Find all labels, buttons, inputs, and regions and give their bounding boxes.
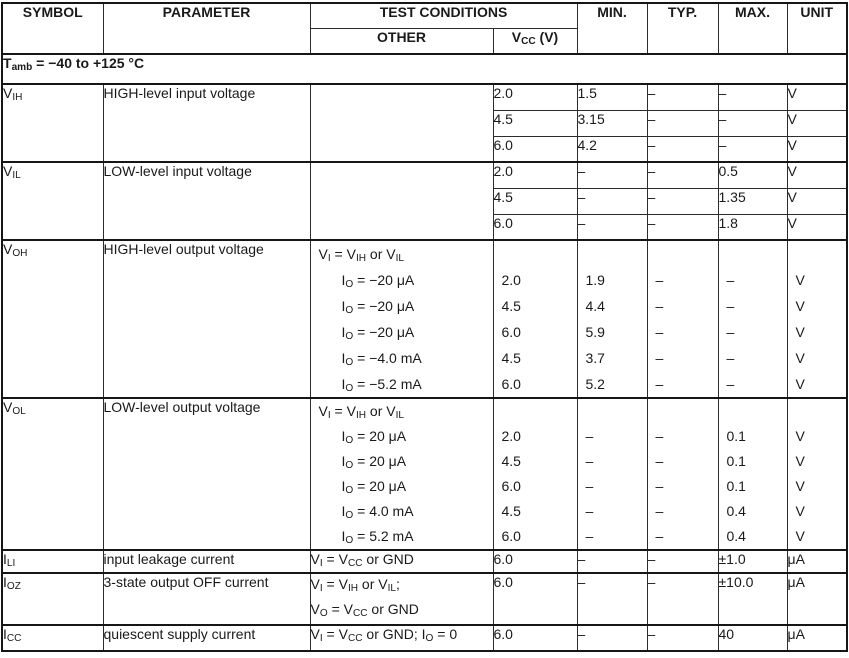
unit-cell: V xyxy=(787,162,847,188)
max-cell: 0.1 0.1 0.1 0.4 0.4 xyxy=(718,398,787,550)
table-row-vol xyxy=(2,398,847,550)
parameter-cell: HIGH-level input voltage xyxy=(103,84,310,162)
typ-cell: – – – – – xyxy=(647,240,718,398)
min-cell: 1.9 4.4 5.9 3.7 5.2 xyxy=(577,240,647,398)
symbol-cell: $V_{OH}$ xyxy=(2,240,103,398)
other-conditions-cell xyxy=(310,240,493,398)
other-conditions-cell xyxy=(310,573,493,625)
col-header-other: OTHER xyxy=(310,28,493,54)
vcc-cell: 6.0 xyxy=(493,214,577,240)
symbol-cell: $V_{OL}$ xyxy=(2,398,103,550)
unit-cell: V xyxy=(787,214,847,240)
max-cell: 1.35 xyxy=(718,188,787,214)
parameter-cell: input leakage current xyxy=(103,550,310,573)
typ-cell: – xyxy=(647,214,718,240)
table-row-vil-1 xyxy=(2,162,847,188)
col-header-max: MAX. xyxy=(718,3,787,54)
table-row-ioz xyxy=(2,573,847,625)
condition-line: $V_O = V_{CC}$ or GND xyxy=(310,601,419,620)
typ-cell: – xyxy=(647,550,718,573)
table-row-ili xyxy=(2,550,847,573)
unit-cell: μA xyxy=(787,573,847,625)
dc-characteristics-table xyxy=(1,2,848,652)
col-header-typ: TYP. xyxy=(647,3,718,54)
vcc-cell: 4.5 xyxy=(493,188,577,214)
condition-line: $I_O = -5.2$ mA xyxy=(341,376,422,395)
min-cell: 3.15 xyxy=(577,110,647,136)
parameter-cell: HIGH-level output voltage xyxy=(103,240,310,398)
section-row xyxy=(2,54,847,84)
min-cell: – xyxy=(577,214,647,240)
parameter-cell: quiescent supply current xyxy=(103,625,310,651)
max-cell: ±1.0 xyxy=(718,550,787,573)
other-conditions-cell: $V_I = V_{CC}$ or GND; $I_O = 0$ xyxy=(310,625,493,651)
symbol-cell: $I_{CC}$ xyxy=(2,625,103,651)
vcc-cell: 4.5 xyxy=(493,110,577,136)
unit-cell: V V V V V xyxy=(787,240,847,398)
min-cell: – xyxy=(577,573,647,625)
vcc-cell: 2.0 4.5 6.0 4.5 6.0 xyxy=(493,240,577,398)
condition-line: $V_I = V_{IH}$ or $V_{IL}$ xyxy=(318,403,405,422)
min-cell: 1.5 xyxy=(577,84,647,110)
max-cell: – xyxy=(718,110,787,136)
condition-line: $I_O = 5.2$ mA xyxy=(341,528,414,547)
min-cell: – xyxy=(577,188,647,214)
col-header-vcc: $V_{CC}$ (V) xyxy=(493,28,577,54)
max-cell: 1.8 xyxy=(718,214,787,240)
col-header-unit: UNIT xyxy=(787,3,847,54)
symbol-cell: $V_{IH}$ xyxy=(2,84,103,162)
condition-line: $I_O = -20$ μA xyxy=(341,324,415,343)
condition-line: $I_O = -20$ μA xyxy=(341,298,415,317)
unit-cell: V V V V V xyxy=(787,398,847,550)
vcc-cell: 2.0 xyxy=(493,162,577,188)
typ-cell: – xyxy=(647,162,718,188)
unit-cell: V xyxy=(787,110,847,136)
typ-cell: – xyxy=(647,84,718,110)
parameter-cell: 3-state output OFF current xyxy=(103,573,310,625)
symbol-cell: $I_{OZ}$ xyxy=(2,573,103,625)
max-cell: – xyxy=(718,136,787,162)
col-header-test-conditions: TEST CONDITIONS xyxy=(310,3,577,28)
condition-line: $V_I = V_{IH}$ or $V_{IL}$ xyxy=(318,246,405,265)
vcc-cell: 6.0 xyxy=(493,625,577,651)
other-conditions-cell: $V_I = V_{CC}$ or GND xyxy=(310,550,493,573)
typ-cell: – xyxy=(647,573,718,625)
table-row-icc xyxy=(2,625,847,651)
condition-line: $I_O = 20$ μA xyxy=(341,428,407,447)
other-conditions-cell xyxy=(310,84,493,162)
unit-cell: V xyxy=(787,136,847,162)
max-cell: – xyxy=(718,84,787,110)
unit-cell: μA xyxy=(787,550,847,573)
symbol-cell: $I_{LI}$ xyxy=(2,550,103,573)
other-conditions-cell xyxy=(310,398,493,550)
typ-cell: – xyxy=(647,136,718,162)
vcc-cell: 2.0 4.5 6.0 4.5 6.0 xyxy=(493,398,577,550)
min-cell: – xyxy=(577,625,647,651)
condition-line: $I_O = 4.0$ mA xyxy=(341,503,414,522)
condition-line: $I_O = -20$ μA xyxy=(341,272,415,291)
min-cell: – xyxy=(577,550,647,573)
typ-cell: – xyxy=(647,110,718,136)
vcc-cell: 6.0 xyxy=(493,573,577,625)
min-cell: – xyxy=(577,162,647,188)
other-conditions-cell xyxy=(310,162,493,240)
col-header-parameter: PARAMETER xyxy=(103,3,310,54)
min-cell: – – – – – xyxy=(577,398,647,550)
max-cell: – – – – – xyxy=(718,240,787,398)
typ-cell: – xyxy=(647,188,718,214)
col-header-symbol: SYMBOL xyxy=(2,3,103,54)
typ-cell: – – – – – xyxy=(647,398,718,550)
condition-line: $I_O = 20$ μA xyxy=(341,453,407,472)
parameter-cell: LOW-level output voltage xyxy=(103,398,310,550)
section-title: $T_{amb} = -40$ to +125 °C xyxy=(2,54,847,84)
condition-line: $I_O = 20$ μA xyxy=(341,478,407,497)
min-cell: 4.2 xyxy=(577,136,647,162)
symbol-cell: $V_{IL}$ xyxy=(2,162,103,240)
vcc-cell: 6.0 xyxy=(493,136,577,162)
max-cell: ±10.0 xyxy=(718,573,787,625)
condition-line: $V_I = V_{IH}$ or $V_{IL}$; xyxy=(310,576,400,595)
vcc-cell: 6.0 xyxy=(493,550,577,573)
typ-cell: – xyxy=(647,625,718,651)
max-cell: 0.5 xyxy=(718,162,787,188)
header-row-1 xyxy=(2,3,847,28)
unit-cell: V xyxy=(787,84,847,110)
vcc-cell: 2.0 xyxy=(493,84,577,110)
max-cell: 40 xyxy=(718,625,787,651)
condition-line: $I_O = -4.0$ mA xyxy=(341,350,422,369)
table-row-voh xyxy=(2,240,847,398)
parameter-cell: LOW-level input voltage xyxy=(103,162,310,240)
unit-cell: V xyxy=(787,188,847,214)
col-header-min: MIN. xyxy=(577,3,647,54)
unit-cell: μA xyxy=(787,625,847,651)
table-row-vih-1 xyxy=(2,84,847,110)
